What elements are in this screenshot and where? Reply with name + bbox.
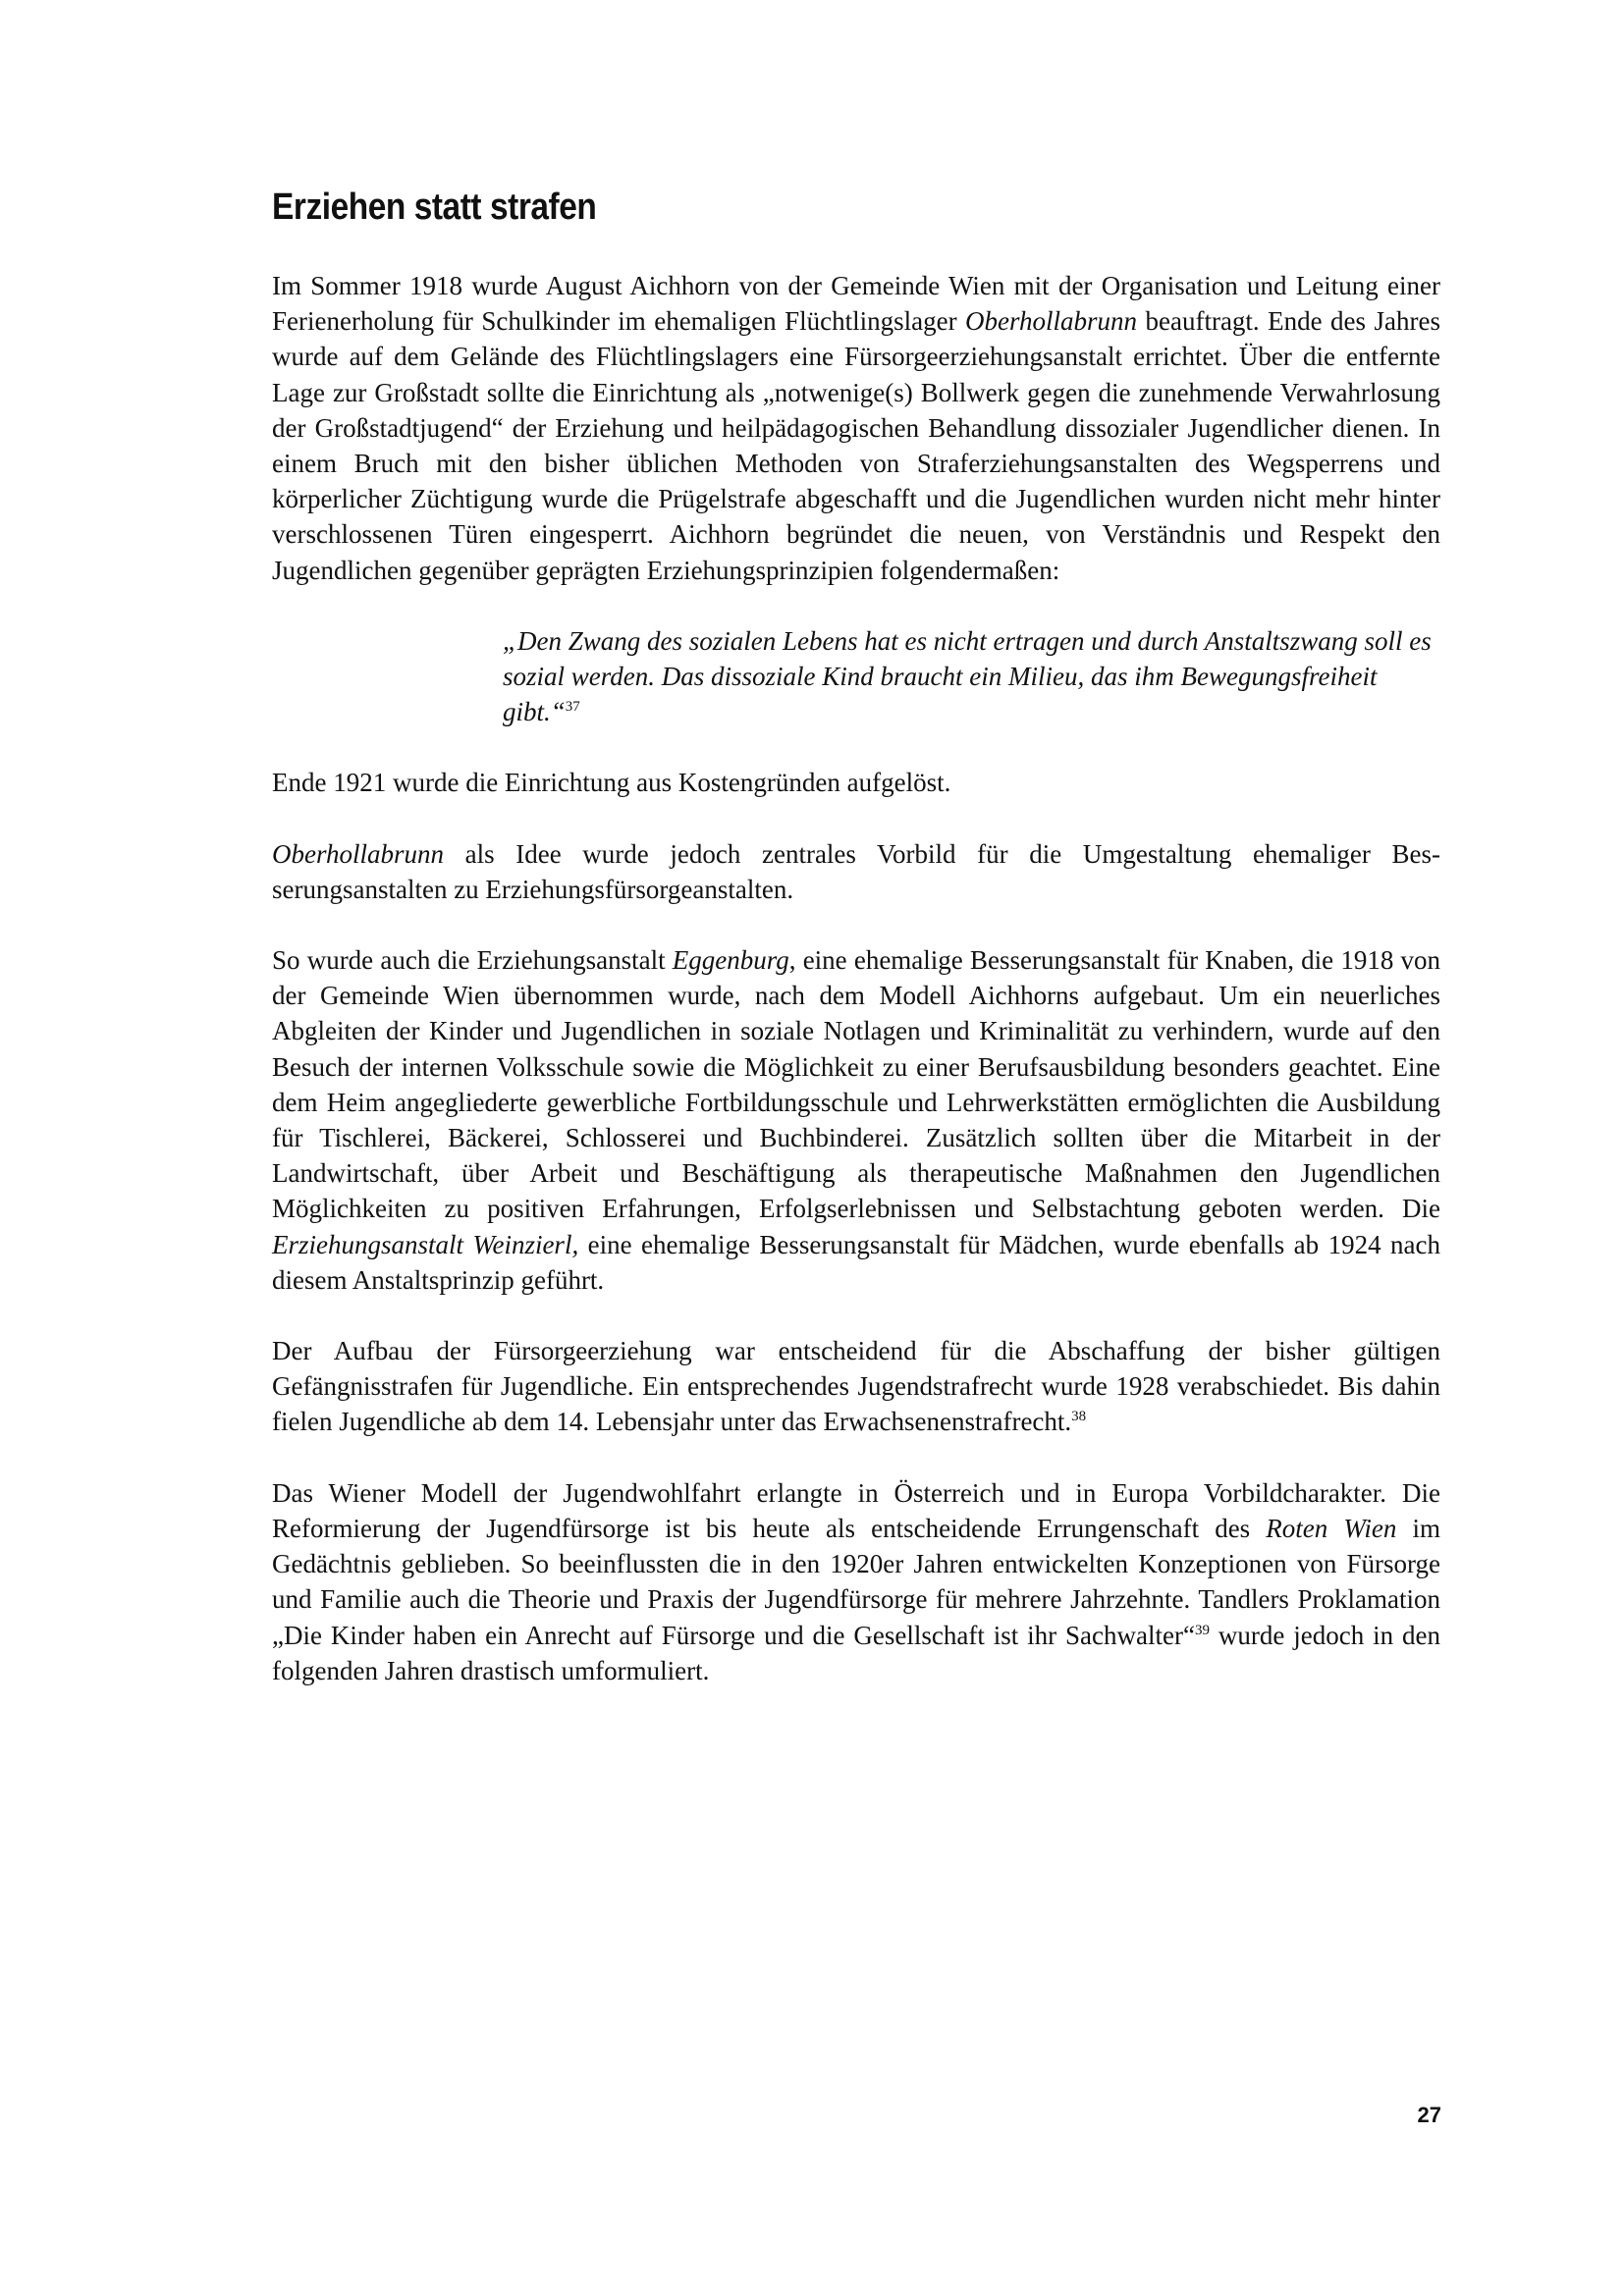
footnote-ref-39: 39	[1194, 1622, 1210, 1638]
paragraph-6-text-a: Das Wiener Modell der Jugendwohlfahrt erlangte in Österreich und in Europa Vorbildcharakter. Die Reformierung der Jugendfürsorge ist bis heute als entscheidende Errungenschaft des	[272, 1477, 1440, 1543]
paragraph-1	[272, 268, 1440, 588]
paragraph-3	[272, 836, 1440, 907]
paragraph-5-text: Der Aufbau der Fürsorgeerziehung war entscheidend für die Abschaffung der bisher gültigen Gefängnisstrafen für Jugendliche. Ein entsprechendes Jugendstrafrecht wurde 1928 verabschiedet. Bis dahin fielen Jugendliche ab dem 14. Lebensjahr unter das Erwachsenenstrafrecht.	[272, 1336, 1440, 1437]
footnote-ref-37: 37	[565, 699, 580, 716]
paragraph-3-text-b: als Idee wurde jedoch zentrales Vorbild für die Umgestaltung ehemaliger Besserungsanstalten zu Erziehungsfürsorgeanstalten.	[272, 838, 1440, 904]
institution-weinzierl: Erziehungsanstalt Weinzierl,	[272, 1229, 579, 1259]
paragraph-4-text-c: , eine ehemalige Besserungsanstalt für Knaben, die 1918 von der Gemeinde Wien übernommen wurde, nach dem Modell Aichhorns aufgebaut. Um ein neuerliches Abgleiten der Kinder und Jugendlichen in soziale Notlagen und Kriminalität zu verhindern, wurde auf den Besuch der internen Volksschule sowie die Möglichkeit zu einer Berufsausbildung besonders geachtet. Eine dem Heim angegliederte gewerbliche Fortbildungsschule und Lehrwerkstätten ermöglichten die Ausbildung für Tischlerei, Bäckerei, Schlosserei und Buchbinderei. Zusätzlich sollten über die Mitarbeit in der Landwirtschaft, über Arbeit und Beschäftigung als therapeutische Maßnahmen den Jugendlichen Möglichkeiten zu positiven Erfahrungen, Erfolgserlebnissen und Selbstachtung geboten werden. Die	[272, 945, 1441, 1224]
paragraph-6	[272, 1475, 1440, 1688]
paragraph-5	[272, 1333, 1440, 1440]
paragraph-1-text-a: Im Sommer 1918 wurde August Aichhorn von der Gemeinde Wien mit der Organisation und Leitung einer Ferienerholung für Schulkinder im ehemaligen Flüchtlingslager	[272, 271, 1440, 337]
footnote-ref-38: 38	[1071, 1409, 1087, 1425]
place-oberhollabrunn: Oberhollabrunn	[965, 306, 1138, 337]
page-number: 27	[1417, 2103, 1441, 2127]
paragraph-6-text-c: im Gedächtnis geblieben. So beeinflussten die in den 1920er Jahren entwickelten Konzeptionen von Fürsorge und Familie auch die Theorie und Praxis der Jugendfürsorge für mehrere Jahrzehnte. Tandlers Proklamation „Die Kinder haben ein Anrecht auf Fürsorge und die Gesellschaft ist ihr Sachwalter“	[272, 1513, 1440, 1650]
paragraph-2: Ende 1921 wurde die Einrichtung aus Kostengründen aufgelöst.	[272, 768, 951, 798]
place-oberhollabrunn-2: Oberhollabrunn	[272, 838, 445, 869]
term-roten-wien: Roten Wien	[1266, 1513, 1397, 1543]
place-eggenburg: Eggenburg	[672, 945, 789, 976]
paragraph-4-text-a: So wurde auch die Erziehungsanstalt	[272, 945, 673, 976]
section-heading: Erziehen statt strafen	[272, 187, 597, 228]
quote-block	[503, 623, 1440, 730]
paragraph-4-text-e: eine ehemalige Besserungsanstalt für Mädchen, wurde ebenfalls ab 1924 nach diesem Anstaltsprinzip geführt.	[272, 1229, 1440, 1295]
paragraph-1-text-c: beauftragt. Ende des Jahres wurde auf dem Gelände des Flüchtlingslagers eine Fürsorgeerziehungsanstalt errichtet. Über die entfernte Lage zur Großstadt sollte die Einrichtung als „notwenige(s) Bollwerk gegen die zunehmende Verwahrlosung der Großstadtjugend“ der Erziehung und heilpädagogischen Behandlung dissozialer Jugendlicher dienen. In einem Bruch mit den bisher üblichen Methoden von Straferziehungsanstalten des Wegsperrens und körperlicher Züchtigung wurde die Prügelstrafe abgeschafft und die Jugendlichen wurden nicht mehr hinter verschlossenen Türen eingesperrt. Aichhorn begründet die neuen, von Verständnis und Respekt den Jugendlichen gegenüber geprägten Erziehungsprinzipien folgendermaßen:	[272, 306, 1440, 585]
paragraph-6-text-d: wurde jedoch in den folgenden Jahren drastisch umformuliert.	[272, 1620, 1441, 1685]
page-content	[272, 187, 1440, 1724]
paragraph-4	[272, 942, 1440, 1298]
quote-text: „Den Zwang des sozialen Lebens hat es nicht ertragen und durch Anstaltszwang soll es sozial werden. Das dissoziale Kind braucht ein Milieu, das ihm Bewegungsfreiheit gibt.“	[503, 625, 1432, 727]
